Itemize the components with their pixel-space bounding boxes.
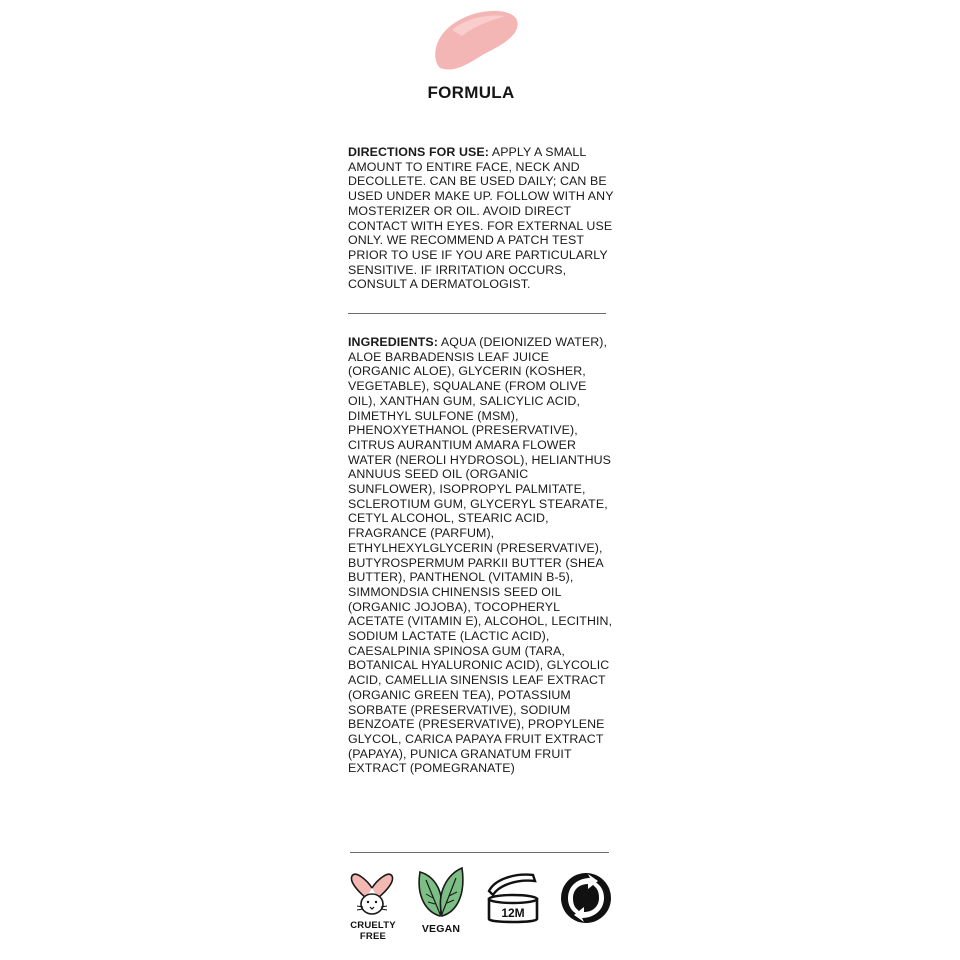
cruelty-free-label: CRUELTY FREE xyxy=(350,920,396,942)
ingredients-text: AQUA (DEIONIZED WATER), ALOE BARBADENSIS LEAF JUICE (ORGANIC ALOE), GLYCERIN (KOSHER, VEGETABLE), SQUALANE (FROM OLIVE OIL), XANTHAN GUM, SALICYLIC ACID, DIMETHYL SULFONE (MSM), PHENOXYETHANOL (PRESERVATIVE), CITRUS AURANTIUM AMARA FLOWER WATER (NEROLI HYDROSOL), HELIANTHUS ANNUUS SEED OIL (ORGANIC SUNFLOWER), ISOPROPYL PALMITATE, SCLEROTIUM GUM, GLYCERYL STEARATE, CETYL ALCOHOL, STEARIC ACID, FRAGRANCE (PARFUM), ETHYLHEXYLGLYCERIN (PRESERVATIVE), BUTYROSPERMUM PARKII BUTTER (SHEA BUTTER), PANTHENOL (VITAMIN B-5), SIMMONDSIA CHINENSIS SEED OIL (ORGANIC JOJOBA), TOCOPHERYL ACETATE (VITAMIN E), ALCOHOL, LECITHIN, SODIUM LACTATE (LACTIC ACID), CAESALPINIA SPINOSA GUM (TARA, BOTANICAL HYALURONIC ACID), GLYCOLIC ACID, CAMELLIA SINENSIS LEAF EXTRACT (ORGANIC GREEN TEA), POTASSIUM SORBATE (PRESERVATIVE), SODIUM BENZOATE (PRESERVATIVE), PROPYLENE GLYCOL, CARICA PAPAYA FRUIT EXTRACT (PAPAYA), PUNICA GRANATUM FRUIT EXTRACT (POMEGRANATE) xyxy=(348,335,613,776)
ingredients-section xyxy=(348,335,614,776)
leaf-icon xyxy=(416,866,466,918)
pao-label: 12M xyxy=(501,906,525,920)
directions-label: DIRECTIONS FOR USE: xyxy=(348,145,489,159)
bunny-heart-icon xyxy=(349,866,395,918)
ingredients-label: INGREDIENTS: xyxy=(348,335,439,349)
directions-text: APPLY A SMALL AMOUNT TO ENTIRE FACE, NECK AND DECOLLETE. CAN BE USED DAILY; CAN BE USED UNDER MAKE UP. FOLLOW WITH ANY MOSTERIZER OR OIL. AVOID DIRECT CONTACT WITH EYES. FOR EXTERNAL USE ONLY. WE RECOMMEND A PATCH TEST PRIOR TO USE IF YOU ARE PARTICULARLY SENSITIVE. IF IRRITATION OCCURS, CONSULT A DERMATOLOGIST. xyxy=(348,145,614,292)
directions-section xyxy=(348,145,614,292)
page-title: FORMULA xyxy=(427,83,515,102)
vegan-label: VEGAN xyxy=(421,923,461,935)
green-dot-recycle-icon xyxy=(560,872,612,924)
open-jar-icon xyxy=(485,871,541,925)
product-swatch-image xyxy=(432,8,522,76)
divider xyxy=(348,313,606,314)
divider xyxy=(350,852,609,853)
